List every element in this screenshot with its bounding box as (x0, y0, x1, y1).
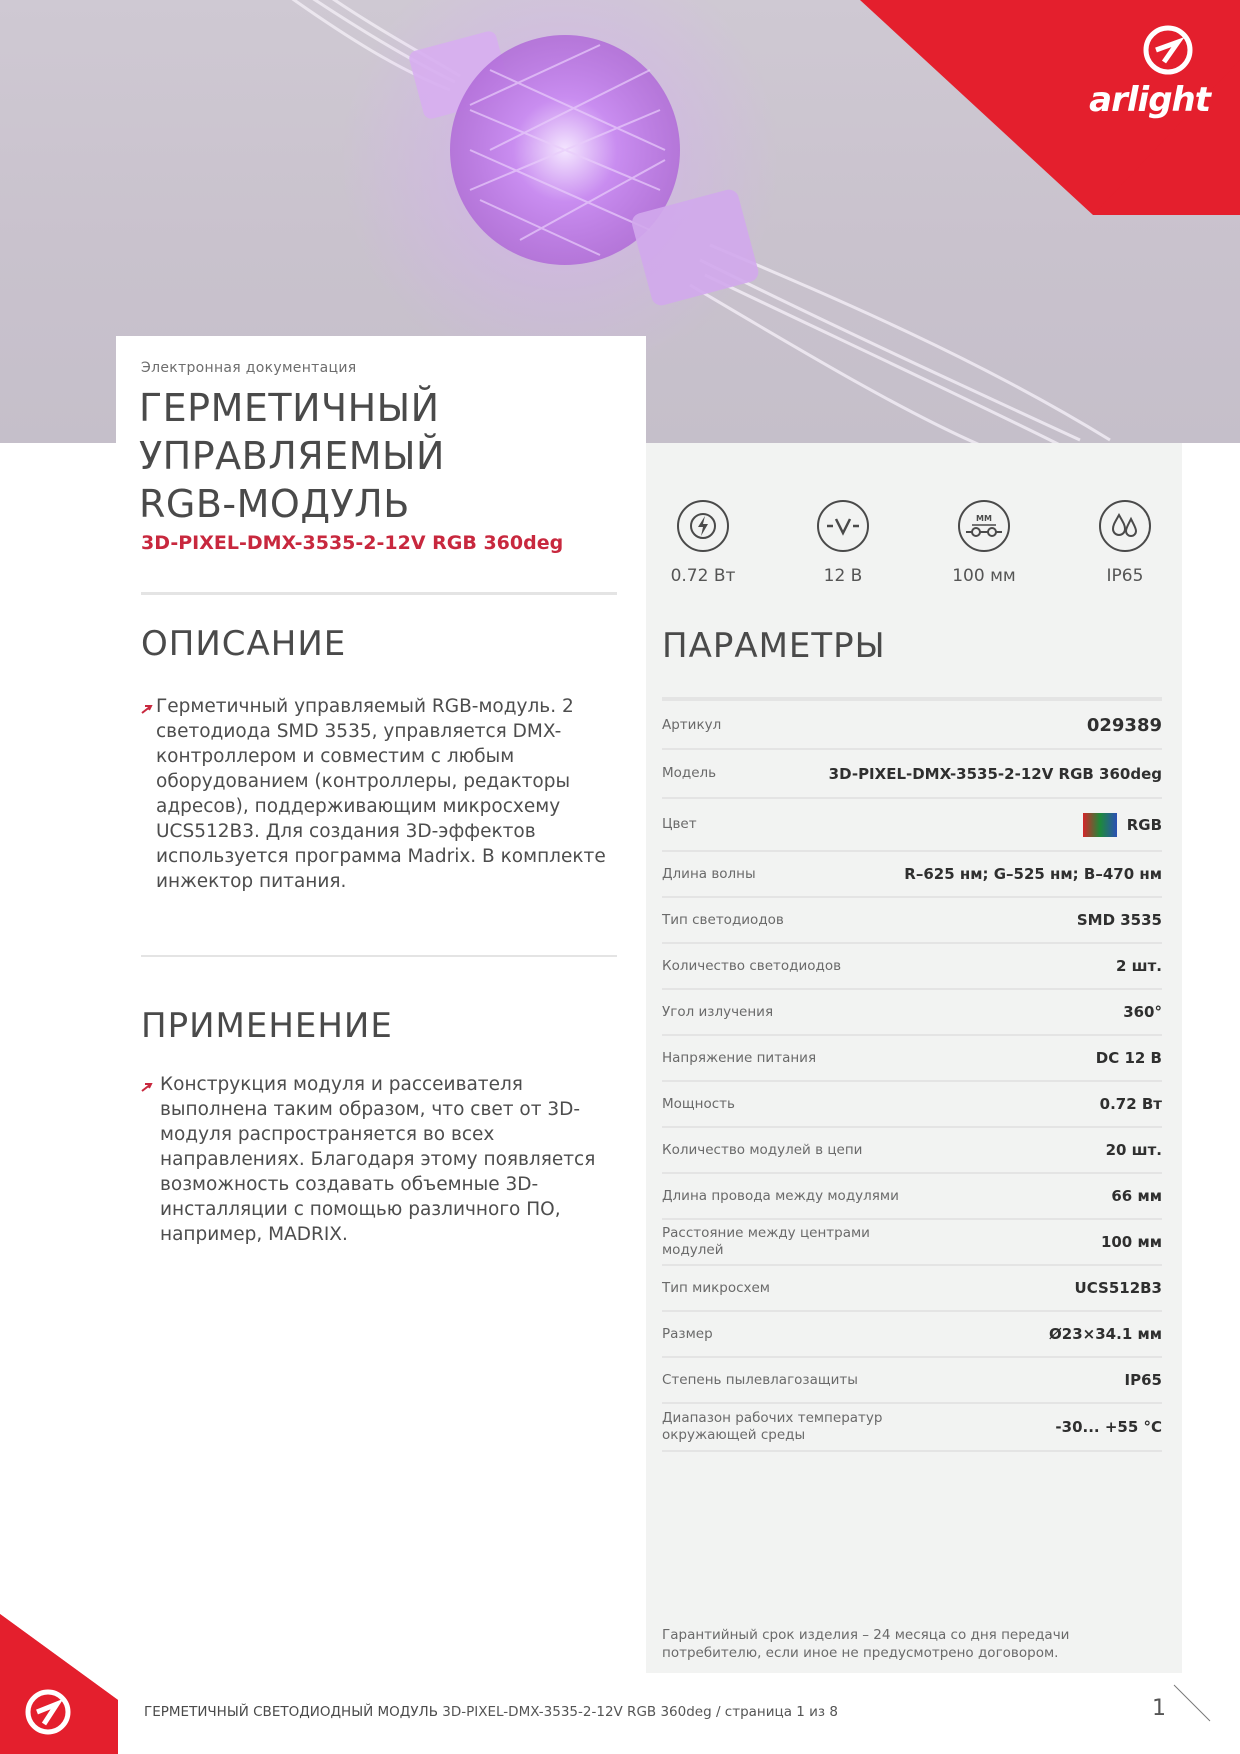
param-row (662, 750, 1162, 799)
title-line: ГЕРМЕТИЧНЫЙ (139, 386, 440, 430)
footer-brand-corner (0, 1614, 118, 1754)
spec-value: 0.72 Вт (670, 566, 736, 586)
page-corner-slash (1172, 1683, 1212, 1723)
param-value: SMD 3535 (1076, 911, 1162, 929)
param-value: Ø23×34.1 мм (1049, 1325, 1162, 1343)
param-label: Количество модулей в цепи (662, 1141, 863, 1158)
param-row (662, 1082, 1162, 1128)
footer-product: ГЕРМЕТИЧНЫЙ СВЕТОДИОДНЫЙ МОДУЛЬ (144, 1704, 438, 1720)
param-label: Диапазон рабочих температур окружающей среды (662, 1410, 883, 1443)
param-value: IP65 (1124, 1371, 1162, 1389)
spec-value: 100 мм (952, 566, 1016, 586)
param-value (1083, 813, 1162, 837)
page-title (139, 384, 639, 528)
spec-voltage (783, 500, 903, 586)
spec-distance (924, 500, 1044, 586)
param-row (662, 1174, 1162, 1220)
brand-logo[interactable]: arlight (1089, 80, 1210, 120)
param-value: 66 мм (1111, 1187, 1162, 1205)
divider (662, 697, 1162, 701)
param-row (662, 852, 1162, 898)
param-row (662, 990, 1162, 1036)
page-number: 1 (1152, 1696, 1166, 1721)
param-row (662, 1036, 1162, 1082)
distance-icon (958, 500, 1010, 552)
spec-value: 12 В (823, 566, 863, 586)
spec-power (643, 500, 763, 586)
spec-waterproof (1065, 500, 1185, 586)
waterproof-icon (1099, 500, 1151, 552)
param-row (662, 1358, 1162, 1404)
power-icon (677, 500, 729, 552)
description-text: Герметичный управляемый RGB-модуль. 2 светодиода SMD 3535, управляется DMX-контроллером и совместим с любым оборудованием (контроллеры, редакторы адресов), поддерживающим микросхему UCS512B3. Для создания 3D-эффектов используется программа Madrix. В комплекте инжектор питания. (156, 696, 606, 892)
param-value: 029389 (1086, 714, 1162, 736)
param-label: Длина волны (662, 865, 756, 882)
param-row (662, 1312, 1162, 1358)
param-row (662, 1266, 1162, 1312)
doc-label: Электронная документация (141, 360, 357, 376)
voltage-icon (817, 500, 869, 552)
divider (141, 955, 617, 957)
description-title: ОПИСАНИЕ (141, 624, 347, 664)
param-row (662, 1220, 1162, 1266)
title-line: RGB-МОДУЛЬ (139, 482, 410, 526)
footer-caption (144, 1704, 838, 1720)
warranty-note: Гарантийный срок изделия – 24 месяца со дня передачи потребителю, если иное не предусмотрено договором. (662, 1627, 1070, 1661)
application-title: ПРИМЕНЕНИЕ (141, 1006, 393, 1046)
param-label: Тип микросхем (662, 1279, 770, 1296)
param-value: 2 шт. (1116, 957, 1162, 975)
param-value-text: RGB (1126, 815, 1162, 834)
footer-model-page: 3D-PIXEL-DMX-3535-2-12V RGB 360deg / страница 1 из 8 (442, 1704, 838, 1720)
param-value: 0.72 Вт (1099, 1095, 1162, 1113)
param-label: Количество светодиодов (662, 957, 842, 974)
param-label: Расстояние между центрами модулей (662, 1225, 870, 1258)
title-line: УПРАВЛЯЕМЫЙ (139, 434, 445, 478)
param-label: Напряжение питания (662, 1049, 817, 1066)
param-row (662, 898, 1162, 944)
param-row (662, 944, 1162, 990)
param-row (662, 799, 1162, 852)
param-value: -30... +55 °C (1055, 1418, 1162, 1436)
param-row (662, 702, 1162, 750)
bullet-icon (141, 704, 153, 714)
param-label: Степень пылевлагозащиты (662, 1371, 858, 1388)
svg-text:MM: MM (976, 514, 992, 523)
param-value: 3D-PIXEL-DMX-3535-2-12V RGB 360deg (828, 764, 1162, 783)
rgb-color-swatch (1083, 813, 1117, 837)
param-label: Размер (662, 1325, 713, 1342)
param-value: DC 12 В (1095, 1049, 1162, 1067)
param-label: Тип светодиодов (662, 911, 784, 928)
param-label: Мощность (662, 1095, 735, 1112)
param-value: 360° (1123, 1003, 1162, 1021)
bullet-icon (141, 1082, 153, 1092)
param-label: Угол излучения (662, 1003, 774, 1020)
application-text: Конструкция модуля и рассеивателя выполнена таким образом, что свет от 3D-модуля распространяется во всех направлениях. Благодаря этому появляется возможность создавать объемные 3D-инсталляции с помощью различного ПО, например, MADRIX. (160, 1074, 596, 1245)
param-row (662, 1128, 1162, 1174)
param-value: UCS512B3 (1074, 1279, 1162, 1297)
divider (141, 592, 617, 595)
param-label: Артикул (662, 716, 722, 733)
param-label: Длина провода между модулями (662, 1187, 899, 1204)
param-label: Модель (662, 765, 717, 781)
params-title: ПАРАМЕТРЫ (662, 626, 886, 666)
param-value: R–625 нм; G–525 нм; B–470 нм (904, 865, 1162, 883)
param-label: Цвет (662, 816, 697, 832)
model-title: 3D-PIXEL-DMX-3535-2-12V RGB 360deg (141, 532, 564, 554)
spec-value: IP65 (1106, 566, 1144, 586)
param-row (662, 1404, 1162, 1452)
param-value: 100 мм (1100, 1233, 1162, 1251)
param-value: 20 шт. (1105, 1141, 1162, 1159)
